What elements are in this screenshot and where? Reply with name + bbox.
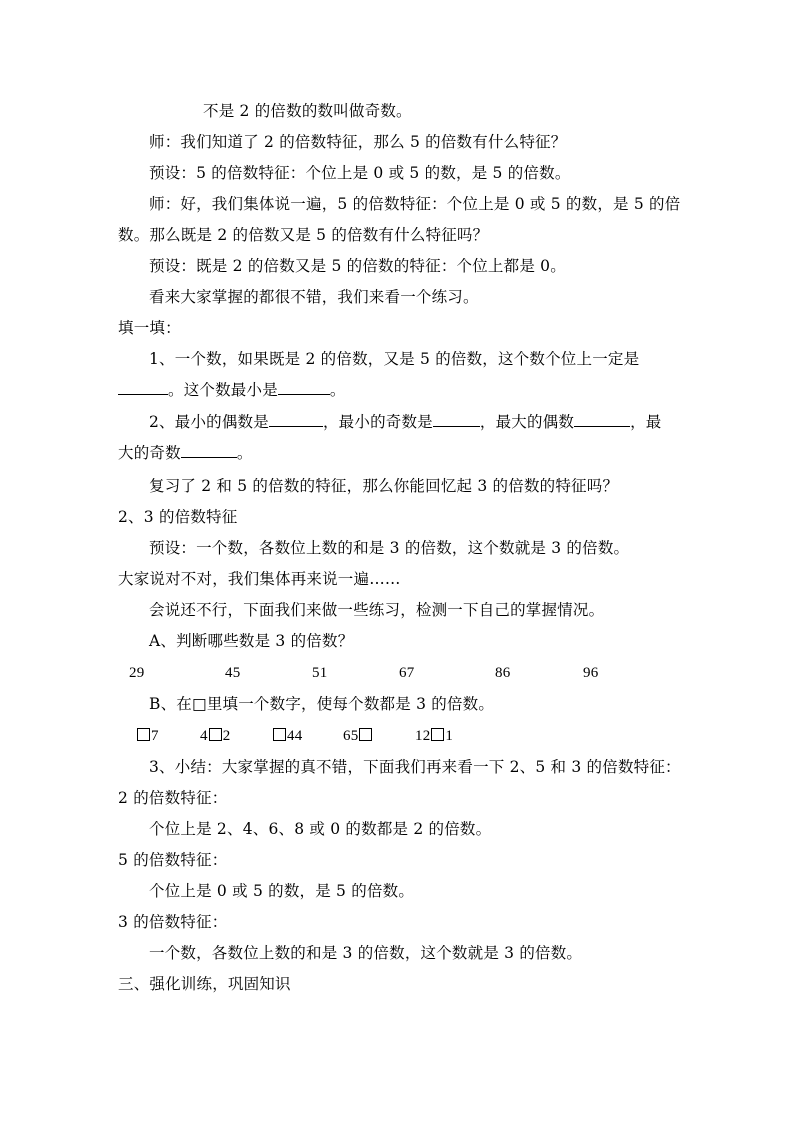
question-2-line1	[149, 410, 661, 434]
number-item: 86	[495, 665, 511, 681]
number-item: 67	[399, 665, 415, 681]
teacher-repeat-line1: 师：好，我们集体说一遍，5 的倍数特征：个位上是 0 或 5 的数，是 5 的倍	[149, 195, 681, 213]
fill-item: 12 1	[415, 728, 454, 744]
fill-item: 7	[136, 724, 159, 748]
question-2-text: ，最大的偶数	[479, 413, 575, 431]
odd-number-definition: 不是 2 的倍数的数叫做奇数。	[203, 102, 412, 120]
question-2-text: ，最	[630, 413, 662, 431]
fill-in-heading: 填一填：	[118, 319, 181, 337]
question-1-line1: 1、一个数，如果既是 2 的倍数，又是 5 的倍数，这个数个位上一定是	[149, 350, 640, 368]
summary-intro: 3、小结：大家掌握的真不错，下面我们再来看一下 2、5 和 3 的倍数特征：	[149, 758, 681, 776]
answer-blank	[574, 411, 630, 427]
exercise-b-title: B、在□里填一个数字，使每个数都是 3 的倍数。	[149, 695, 495, 713]
answer-blank	[269, 411, 323, 427]
question-2-text: ，最小的奇数是	[322, 413, 433, 431]
number-item: 51	[312, 665, 328, 681]
teacher-question-5: 师：我们知道了 2 的倍数特征，那么 5 的倍数有什么特征？	[149, 133, 567, 151]
feature-2-heading: 2 的倍数特征：	[118, 789, 228, 807]
feature-5-heading: 5 的倍数特征：	[118, 851, 228, 869]
fill-item: 44	[272, 724, 302, 748]
feature-2-text: 个位上是 2、4、6、8 或 0 的数都是 2 的倍数。	[149, 820, 492, 838]
preset-5-feature: 预设：5 的倍数特征：个位上是 0 或 5 的数，是 5 的倍数。	[149, 164, 571, 182]
preset-3-feature: 预设：一个数，各数位上数的和是 3 的倍数，这个数就是 3 的倍数。	[149, 539, 630, 557]
empty-box	[431, 728, 444, 741]
question-2-line2	[118, 441, 253, 465]
empty-box	[273, 728, 286, 741]
answer-blank	[181, 442, 237, 458]
feature-5-text: 个位上是 0 或 5 的数，是 5 的倍数。	[149, 882, 415, 900]
review-3-question: 复习了 2 和 5 的倍数的特征，那么你能回忆起 3 的倍数的特征吗？	[149, 477, 619, 495]
empty-box	[137, 728, 150, 741]
question-2-text: 大的奇数	[118, 444, 181, 462]
number-item: 29	[129, 665, 145, 681]
feature-3-text: 一个数，各数位上数的和是 3 的倍数，这个数就是 3 的倍数。	[149, 944, 583, 962]
section-three-heading: 三、强化训练，巩固知识	[118, 975, 291, 993]
feature-3-heading: 3 的倍数特征：	[118, 913, 228, 931]
question-1-end: 。	[329, 381, 346, 399]
exercise-a-title: A、判断哪些数是 3 的倍数？	[149, 632, 354, 650]
transition-practice: 看来大家掌握的都很不错，我们来看一个练习。	[149, 288, 479, 306]
number-item: 96	[583, 665, 599, 681]
number-item: 45	[225, 665, 241, 681]
empty-box	[209, 728, 222, 741]
question-2-end: 。	[236, 444, 253, 462]
fill-item: 65	[343, 724, 373, 748]
exercise-b-items	[0, 724, 794, 748]
practice-intro: 会说还不行，下面我们来做一些练习，检测一下自己的掌握情况。	[149, 601, 605, 619]
collective-repeat: 大家说对不对，我们集体再来说一遍……	[118, 570, 401, 588]
question-1-text: 。这个数最小是	[168, 381, 278, 399]
question-2-text: 2、最小的偶数是	[149, 413, 269, 431]
fill-item: 4 2	[200, 728, 231, 744]
preset-2-and-5: 预设：既是 2 的倍数又是 5 的倍数的特征：个位上都是 0。	[149, 257, 566, 275]
empty-box	[359, 728, 372, 741]
question-1-line2	[118, 378, 346, 402]
answer-blank	[433, 411, 480, 427]
answer-blank	[118, 379, 168, 395]
section-3-multiple: 2、3 的倍数特征	[118, 508, 238, 526]
answer-blank	[278, 379, 330, 395]
teacher-repeat-line2: 数。那么既是 2 的倍数又是 5 的倍数有什么特征吗？	[118, 226, 489, 244]
exercise-a-numbers	[0, 661, 794, 685]
